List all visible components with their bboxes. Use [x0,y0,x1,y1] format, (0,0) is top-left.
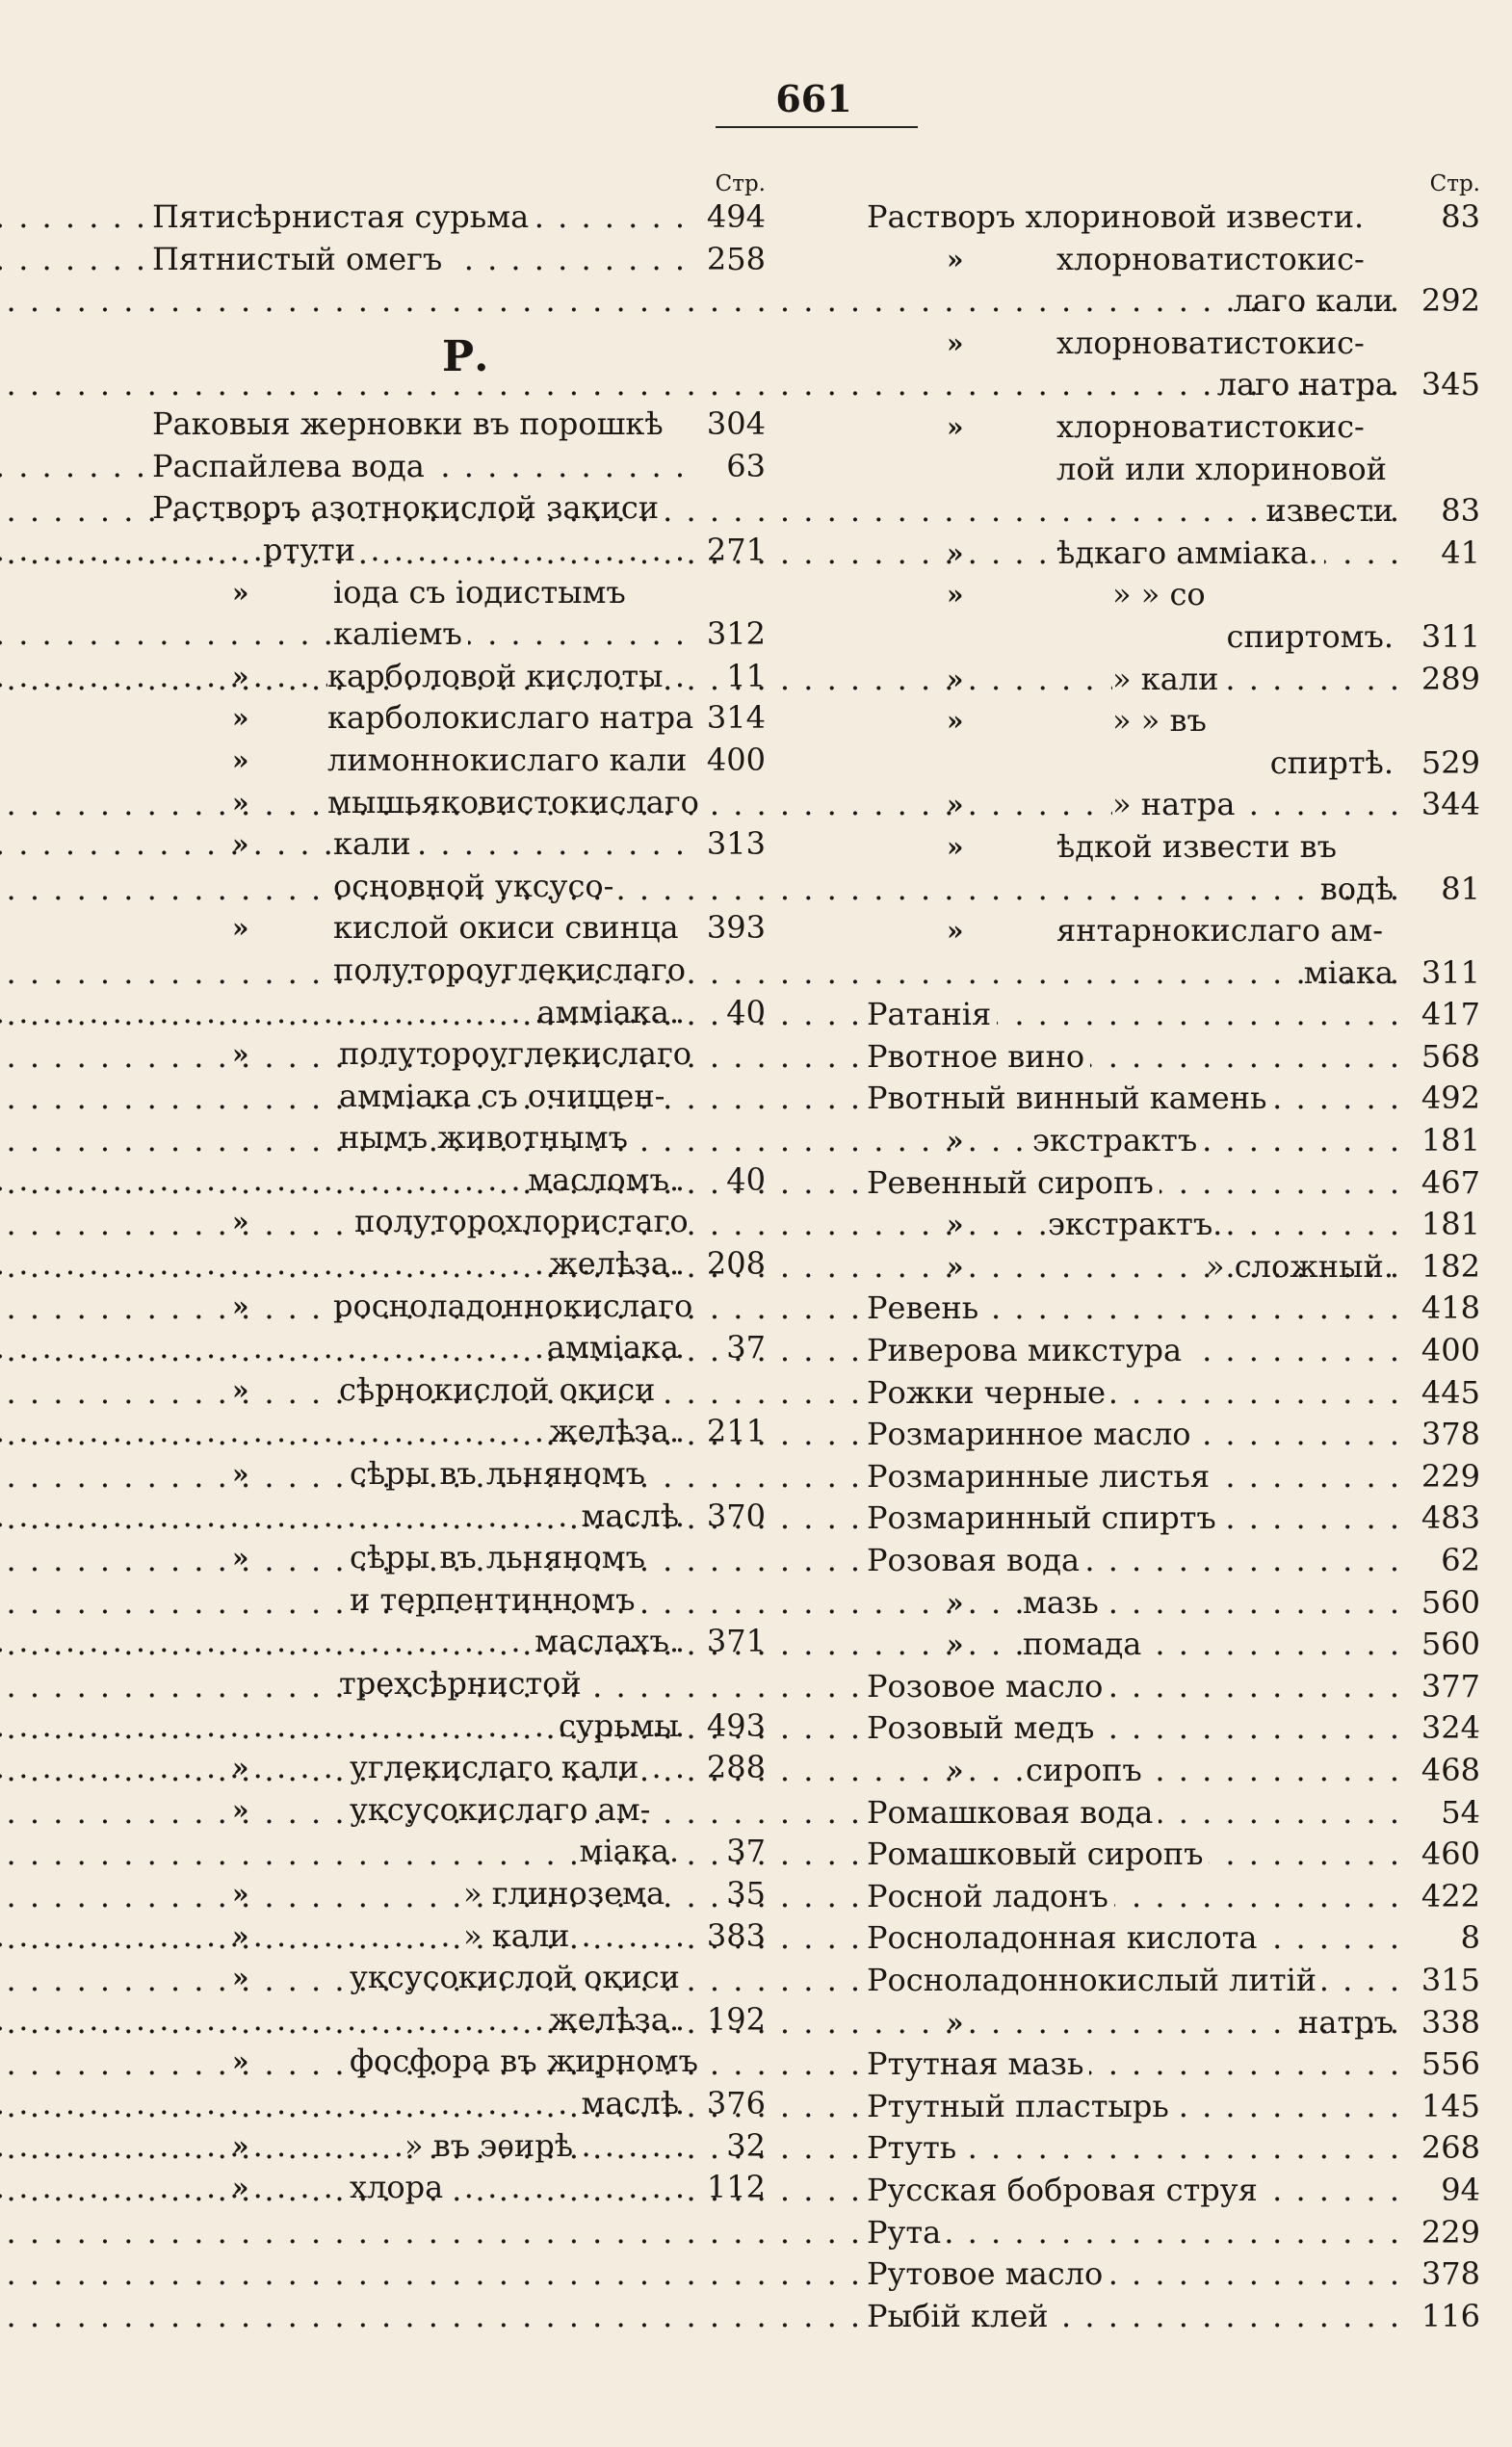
entry-text: Росноладонная кислота [867,1917,1263,1960]
entry-text: уксусокислаго ам- [350,1789,656,1832]
page-ref: 324 [1421,1709,1480,1747]
entry-text: мазь [1023,1582,1105,1625]
entry-text: Розмаринный спиртъ [867,1497,1222,1540]
page-ref: 192 [706,2000,766,2038]
entry-text: экстрактъ. [1048,1204,1228,1246]
page-ref: 492 [1421,1080,1480,1117]
page-ref: 37 [726,1329,766,1367]
entry-text: хлорноватистокис- [1056,239,1370,281]
entry-text: янтарнокислаго ам- [1056,910,1389,952]
page-ref: 288 [706,1749,766,1786]
page-ref: 313 [706,825,766,863]
entry-text: сѣрнокислой окиси [339,1369,661,1412]
entry-text: карболокислаго натра [327,697,699,740]
entry-text: Розмаринные листья [867,1456,1215,1498]
entry-text: Ревень [867,1288,984,1330]
ditto-mark: » [947,410,964,443]
entry-text: Ратанія [867,994,997,1036]
entry-text: Рвотный винный камень [867,1078,1272,1120]
index-entry [867,2296,1480,2338]
index-entry [867,280,1480,323]
index-entry [867,239,1480,281]
entry-text: амміака [546,1329,679,1367]
leader-dots [0,1876,1401,1918]
index-entry [867,2002,1480,2044]
ditto-mark: » [232,576,249,609]
ditto-mark: » [232,1206,249,1238]
entry-text: полутороуглекислаго [339,1033,697,1076]
ditto-mark: » [232,1458,249,1491]
entry-text: карболовой кислоты [327,656,668,698]
page-ref: 417 [1421,996,1480,1033]
entry-text: экстрактъ [1032,1120,1203,1162]
index-entry [867,1246,1480,1289]
leader-dots [0,280,1401,323]
index-entry [867,910,1480,952]
page-ref: 556 [1421,2045,1480,2083]
entry-text: Розмаринное масло [867,1414,1197,1456]
entry-text: маслахъ. [534,1623,679,1660]
index-entry [152,572,766,614]
entry-text: углекислаго кали [350,1747,644,1789]
entry-text: мышьяковистокислаго [327,782,705,824]
entry-text: водѣ [1319,870,1394,907]
page-ref: 258 [706,240,766,277]
entry-text: сѣры въ льняномъ [350,1453,651,1496]
page-ref: 8 [1460,1919,1480,1957]
page-ref: 370 [706,1497,766,1534]
entry-text: іода съ іодистымъ [333,572,632,614]
page-ref: 468 [1421,1751,1480,1788]
entry-text: Рыбій клей [867,2296,1055,2338]
entry-text: Розовый медъ [867,1707,1100,1750]
entry-text: Ромашковая вода [867,1792,1159,1835]
leader-dots [0,2253,1401,2296]
leader-dots [0,1036,1401,1079]
page-ref: 378 [1421,2255,1480,2293]
entry-text: ѣдкой извести въ [1056,826,1343,869]
index-entry [867,952,1480,995]
index-entry [867,1666,1480,1708]
leader-dots [0,2127,1401,2170]
ditto-mark: » [947,830,964,863]
ditto-mark: » [232,1373,249,1406]
index-entry [867,1036,1480,1079]
entry-text: » сложный. [1206,1247,1394,1285]
entry-text: полуторохлористаго [354,1201,694,1243]
entry-text: лаго натра [1216,366,1394,403]
page-number: 661 [775,77,852,120]
index-entry [867,2044,1480,2086]
index-entry [867,994,1480,1036]
entry-text: спиртѣ. [1269,743,1394,781]
index-entry [152,697,766,740]
leader-dots [0,2212,1401,2254]
entry-text: Розовая вода [867,1540,1085,1582]
page-ref: 312 [706,615,766,653]
index-entry [867,406,1480,449]
page-ref: 62 [1441,1542,1480,1578]
index-entry [867,1750,1480,1792]
page-ref: 54 [1441,1793,1480,1831]
page-ref: 568 [1421,1037,1480,1075]
entry-text: Росноладоннокислый литій [867,1960,1322,2002]
page-ref: 229 [1421,1457,1480,1495]
page-ref: 494 [706,198,766,235]
page-ref: 311 [1421,953,1480,991]
entry-text: » натра [1112,784,1240,826]
ditto-mark: » [232,702,249,735]
page-ref: 338 [1421,2003,1480,2041]
index-entry [867,449,1480,491]
index-entry [867,1288,1480,1330]
entry-text: » кали [1112,659,1224,701]
index-entry [867,2212,1480,2254]
leader-dots [0,1792,1401,1835]
index-entry [867,1917,1480,1960]
index-entry [152,446,766,488]
page-ref: 467 [1421,1163,1480,1201]
entry-text: міака [1303,953,1394,991]
entry-text: ѣдкаго амміака. [1056,533,1324,575]
entry-text: » въ эѳирѣ [404,2125,579,2168]
ditto-mark: » [232,1038,249,1071]
leader-dots [0,2296,1401,2338]
page-ref: 560 [1421,1626,1480,1663]
page-ref: 35 [726,1874,766,1912]
page-ref: 40 [726,1160,766,1198]
leader-dots [0,1372,1401,1415]
page-ref: 383 [706,1916,766,1954]
entry-text: міака. [579,1833,679,1870]
entry-text: » » со [1112,574,1212,616]
index-entry [867,1834,1480,1876]
index-entry [867,659,1480,701]
index-entry [867,1960,1480,2002]
entry-text: желѣза. [549,1413,679,1450]
index-entry [867,1162,1480,1205]
page-ref: 229 [1421,2213,1480,2251]
index-entry [867,1120,1480,1162]
entry-text: Русская бобровая струя [867,2170,1264,2212]
page-ref: 377 [1421,1667,1480,1705]
entry-text: сиропъ [1026,1750,1148,1792]
entry-text: кали [333,823,417,866]
entry-text: трехсѣрнистой [339,1663,587,1705]
entry-text: » кали [463,1915,575,1958]
page-ref: 371 [706,1623,766,1660]
entry-text: основной уксусо- [333,866,619,908]
column-header: Стр. [1429,171,1480,196]
entry-text: Рожки черные [867,1372,1111,1415]
entry-text: Рута [867,2212,947,2254]
index-entry [867,1707,1480,1750]
ditto-mark: » [232,828,249,861]
ditto-mark: » [232,1289,249,1322]
ditto-mark: » [947,326,964,359]
page-ref: 40 [726,993,766,1030]
page-ref: 422 [1421,1877,1480,1914]
index-entry [867,490,1480,533]
leader-dots [0,490,1401,533]
ditto-mark: » [947,1250,964,1283]
entry-text: Ртутный пластырь [867,2086,1175,2128]
index-entry [867,364,1480,406]
index-entry [867,1876,1480,1918]
entry-text: амміака съ очищен- [339,1076,670,1118]
leader-dots [0,1750,1401,1792]
entry-text: » » въ [1112,700,1212,742]
index-entry [152,907,766,950]
page-ref: 181 [1421,1206,1480,1243]
page-ref: 211 [706,1413,766,1450]
leader-dots [0,1246,1401,1289]
ditto-mark: » [232,1793,249,1826]
leader-dots [0,1582,1401,1625]
page-ref: 345 [1421,366,1480,403]
entry-text: фосфора въ жирномъ [350,2041,704,2083]
page-ref: 81 [1441,870,1480,907]
index-entry [867,2170,1480,2212]
index-entry [867,1456,1480,1498]
ditto-mark: » [232,1877,249,1910]
index-entry [867,1582,1480,1625]
page-ref: 418 [1421,1289,1480,1327]
page-ref: 63 [726,447,766,484]
ditto-mark: » [947,1586,964,1619]
page-ref: 304 [706,405,766,443]
ditto-mark: » [232,786,249,819]
leader-dots [0,1707,1401,1750]
column-header: Стр. [715,171,766,196]
index-entry [152,239,766,281]
page-ref: 483 [1421,1499,1480,1537]
index-entry [867,1792,1480,1835]
ditto-mark: » [947,243,964,275]
leader-dots [0,1288,1401,1330]
entry-text: лимоннокислаго кали [327,740,692,782]
page-ref: 289 [1421,660,1480,697]
index-entry [867,1540,1480,1582]
entry-text: помада [1023,1624,1147,1666]
ditto-mark: » [947,789,964,821]
ditto-mark: » [232,743,249,776]
entry-text: Раковыя жерновки въ порошкѣ [152,403,669,446]
page-ref: 292 [1421,282,1480,320]
leader-dots [0,869,1401,911]
entry-text: Растворъ азотнокислой закиси [152,487,665,530]
entry-text: масломъ. [528,1160,679,1198]
entry-text: ртути [263,530,361,572]
entry-text: кислой окиси свинца [333,907,685,950]
ditto-mark: » [232,1919,249,1952]
index-column-right [867,171,1480,2337]
page-ref: 315 [1421,1961,1480,1998]
leader-dots [0,2044,1401,2086]
ditto-mark: » [947,1125,964,1158]
entry-text: желѣза. [549,2000,679,2038]
ditto-mark: » [947,2006,964,2039]
index-entry [867,533,1480,575]
page-ref: 145 [1421,2087,1480,2124]
index-entry [152,613,766,656]
entry-text: Рутовое масло [867,2253,1108,2296]
header-rule [716,126,918,128]
ditto-mark: » [232,1962,249,1994]
entry-text: извести [1265,492,1394,530]
page-ref: 493 [706,1706,766,1744]
leader-dots [0,2086,1401,2128]
entry-text: хлорноватистокис- [1056,406,1370,449]
ditto-mark: » [947,705,964,738]
page-ref: 182 [1421,1247,1480,1285]
entry-text: Ртутная мазь [867,2044,1089,2086]
entry-text: полутороуглекислаго [333,950,691,992]
entry-text: и терпентинномъ [350,1579,640,1622]
leader-dots [0,952,1401,995]
page-ref: 181 [1421,1122,1480,1159]
index-entry [867,616,1480,659]
page-ref: 560 [1421,1583,1480,1621]
leader-dots [0,1330,1401,1372]
leader-dots [0,1666,1401,1708]
page-ref: 400 [706,741,766,778]
entry-text: желѣза. [549,1245,679,1283]
page-ref: 314 [706,699,766,737]
index-entry [867,1624,1480,1666]
index-entry [867,742,1480,785]
leader-dots [0,994,1401,1036]
entry-text: лой или хлориновой [1056,449,1393,491]
ditto-mark: » [232,660,249,692]
ditto-mark: » [947,536,964,569]
entry-text: Ревенный сиропъ [867,1162,1160,1205]
entry-text: Пятисѣрнистая сурьма [152,196,534,239]
index-entry [867,574,1480,616]
leader-dots [0,1624,1401,1666]
page-ref: 271 [706,531,766,568]
page-ref: 529 [1421,743,1480,781]
page-ref: 400 [1421,1332,1480,1369]
entry-text: Распайлева вода [152,446,430,488]
index-entry [867,2127,1480,2170]
ditto-mark: » [947,1754,964,1786]
ditto-mark: » [232,2129,249,2162]
section-heading: Р. [442,332,489,382]
entry-text: Ртуть [867,2127,962,2170]
page-ref: 268 [1421,2129,1480,2167]
index-entry [867,1372,1480,1415]
page-ref: 116 [1421,2297,1480,2334]
page-ref: 393 [706,909,766,947]
index-entry [152,823,766,866]
entry-text: сурьмы [558,1706,679,1744]
index-entry [867,1078,1480,1120]
page-ref: 83 [1441,198,1480,235]
entry-text: хлорноватистокис- [1056,323,1370,365]
entry-text: Рвотное вино [867,1036,1090,1079]
index-entry [867,784,1480,826]
page-ref: 445 [1421,1373,1480,1411]
entry-text: Розовое масло [867,1666,1108,1708]
index-entry [152,740,766,782]
page-ref: 37 [726,1833,766,1870]
ditto-mark: » [947,915,964,948]
ditto-mark: » [947,663,964,695]
ditto-mark: » [232,2172,249,2204]
entry-text: спиртомъ. [1226,617,1394,655]
entry-text: Пятнистый омегъ [152,239,448,281]
entry-text: Растворъ хлориновой извести. [867,196,1369,239]
index-entry [867,1330,1480,1372]
page-ref: 208 [706,1245,766,1283]
page-ref: 83 [1441,492,1480,530]
entry-text: натръ [1298,2003,1394,2041]
entry-text: маслѣ [581,2084,679,2122]
index-entry [867,826,1480,869]
index-entry [867,1497,1480,1540]
entry-text: хлора [350,2167,449,2209]
entry-text: Ромашковый сиропъ [867,1834,1209,1876]
page-ref: 41 [1441,534,1480,571]
index-entry [152,196,766,239]
entry-text: росноладоннокислаго [333,1286,698,1328]
index-entry [867,196,1480,239]
ditto-mark: » [947,1209,964,1241]
leader-dots [0,1162,1401,1205]
leader-dots [0,1540,1401,1582]
page-ref: 344 [1421,786,1480,823]
entry-text: маслѣ [581,1497,679,1534]
index-entry [152,403,766,446]
entry-text: Риверова микстура [867,1330,1187,1372]
index-entry [867,2253,1480,2296]
entry-text: сѣры въ льняномъ [350,1537,651,1579]
page-ref: 112 [706,2169,766,2206]
leader-dots [0,364,1401,406]
entry-text: нымъ животнымъ [339,1117,634,1159]
page-ref: 94 [1441,2171,1480,2208]
page-ref: 376 [706,2084,766,2122]
index-entry [867,2086,1480,2128]
leader-dots [0,2002,1401,2044]
ditto-mark: » [947,579,964,612]
entry-text: каліемъ [333,613,468,656]
index-entry [867,700,1480,742]
index-entry [867,1414,1480,1456]
ditto-mark: » [232,912,249,945]
index-entry [867,869,1480,911]
page-ref: 11 [726,657,766,694]
index-entry [867,1204,1480,1246]
ditto-mark: » [947,1628,964,1661]
entry-text: Росной ладонъ [867,1876,1114,1918]
entry-text: » глинозема [463,1873,670,1915]
page-ref: 460 [1421,1835,1480,1873]
page-ref: 32 [726,2126,766,2164]
entry-text: уксусокислой окиси [350,1957,686,1999]
ditto-mark: » [232,1542,249,1575]
page-ref: 378 [1421,1416,1480,1453]
index-entry [867,323,1480,365]
ditto-mark: » [232,2045,249,2078]
ditto-mark: » [232,1752,249,1784]
entry-text: лаго кали [1233,282,1394,320]
page-ref: 311 [1421,617,1480,655]
entry-text: амміака. [536,993,679,1030]
